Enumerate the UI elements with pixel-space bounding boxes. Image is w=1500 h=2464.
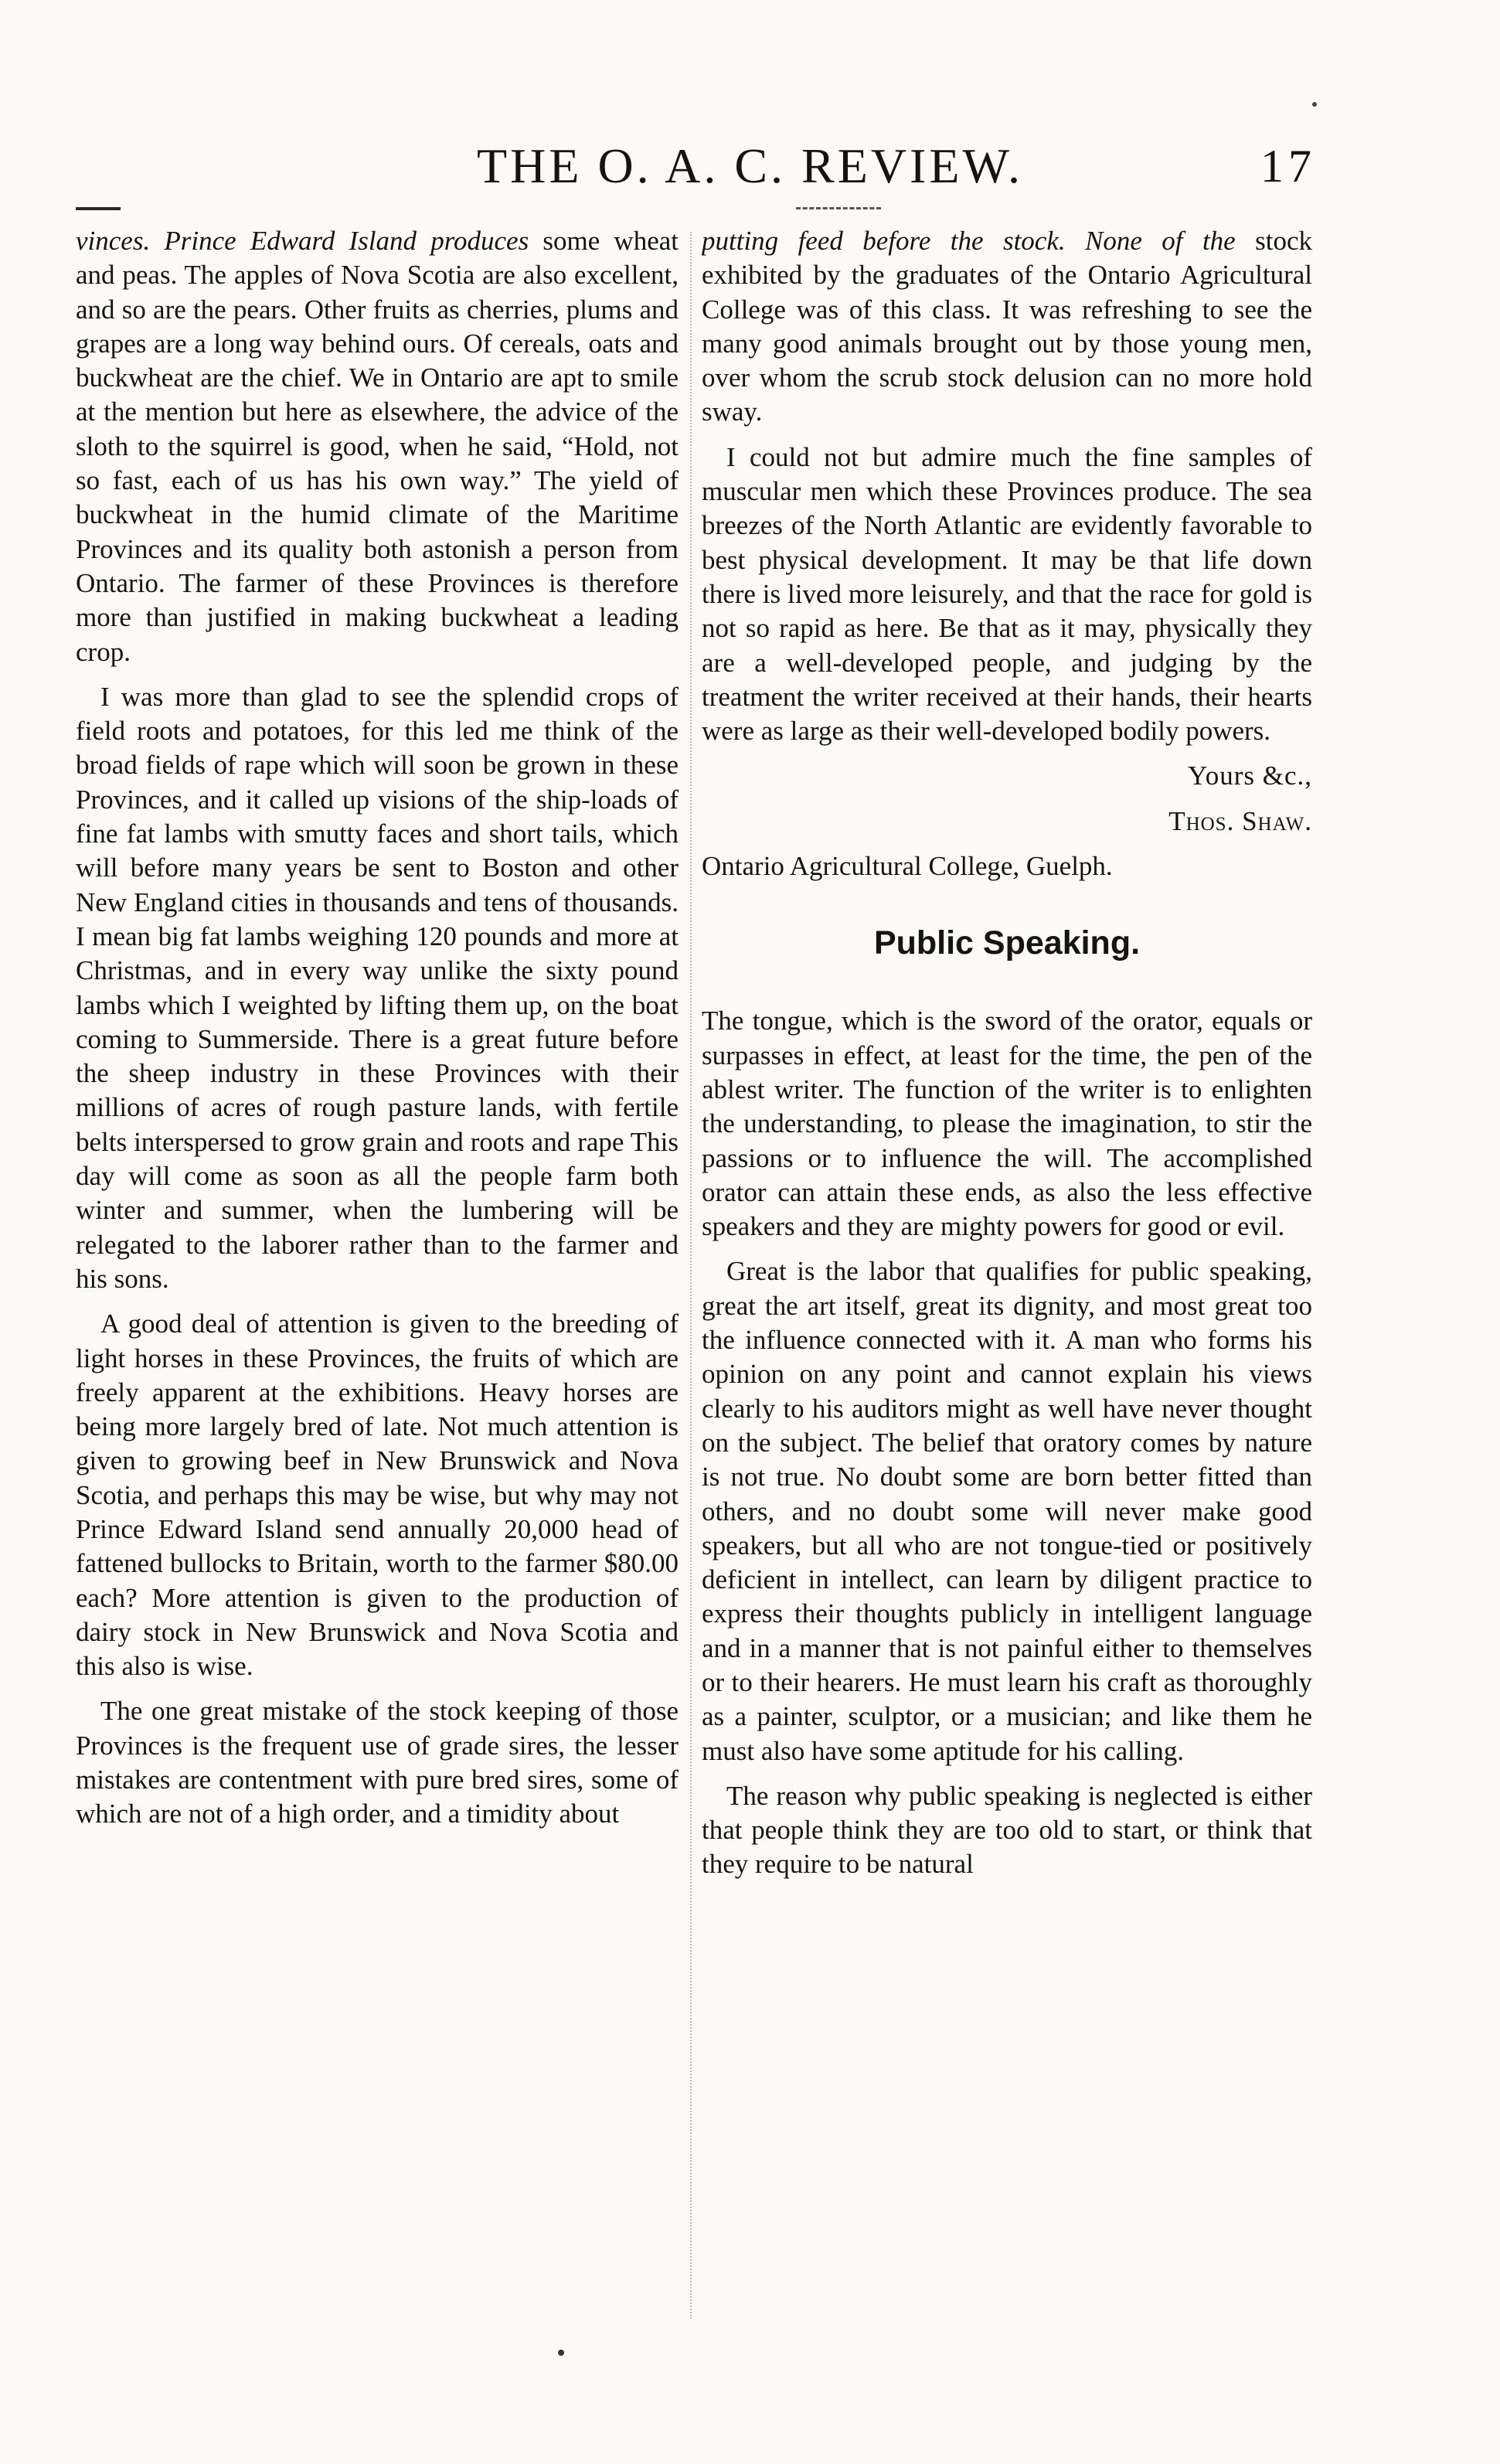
right-column	[702, 224, 1312, 2342]
italic-text: vinces. Prince Edward Island produces	[76, 226, 529, 256]
paragraph: The one great mistake of the stock keeping of those Provinces is the frequent use of grade sires, the lesser mistakes are contentment with pure bred sires, some of which are not of a high order, and a timidity about	[76, 1696, 679, 1829]
italic-text: putting feed before the stock. None of the	[702, 226, 1236, 256]
left-column	[76, 224, 679, 2342]
ink-speck	[558, 2350, 564, 2356]
letter-signature: Thos. Shaw.	[1168, 805, 1312, 836]
letter-closing: Yours &c.,	[1187, 761, 1312, 791]
journal-title: THE O. A. C. REVIEW.	[477, 138, 1023, 193]
paragraph: I was more than glad to see the splendid crops of field roots and potatoes, for this led me think of the broad fields of rape which will soon be grown in these Provinces, and it called up visions of the ship-loads of fine fat lambs with smutty faces and short tails, which will before many years be sent to Boston and other New England cities in thousands and tens of thousands. I mean big fat lambs weighing 120 pounds and more at Christmas, and in every way unlike the sixty pound lambs which I weighted by lifting them up, on the boat coming to Summerside. There is a great future before the sheep industry in these Provinces with their millions of acres of rough pasture lands, with fertile belts interspersed to grow grain and roots and rape This day will come as soon as all the people farm both winter and summer, when the lumbering will be relegated to the laborer rather than to the farmer and his sons.	[76, 681, 679, 1294]
column-divider	[690, 232, 692, 2319]
page-number: 17	[1260, 141, 1316, 192]
paragraph-text: some wheat and peas. The apples of Nova Scotia are also excellent, and so are the pears. Other fruits as cherries, plums and grapes are a long way behind ours. Of cereals, oats and buckwheat are the chief. We in Ontario are apt to smile at the mention but here as elsewhere, the advice of the sloth to the squirrel is good, when he said, “Hold, not so fast, each of us has his own way.” The yield of buckwheat in the humid climate of the Maritime Provinces and its quality both astonish a person from Ontario. The farmer of these Provinces is therefore more than justified in making buckwheat a leading crop.	[76, 226, 679, 667]
paragraph: A good deal of attention is given to the breeding of light horses in these Provinces, the fruits of which are freely apparent at the exhibitions. Heavy horses are being more largely bred of late. Not much attention is given to growing beef in New Brunswick and Nova Scotia, and perhaps this may be wise, but why may not Prince Edward Island send annually 20,000 head of fattened bullocks to Britain, worth to the farmer $80.00 each? More attention is given to the production of dairy stock in New Brunswick and Nova Scotia and this also is wise.	[76, 1309, 679, 1682]
paragraph	[76, 224, 679, 669]
paragraph: Great is the labor that qualifies for public speaking, great the art itself, great its dignity, and most great too the influence connected with it. A man who forms his opinion on any point and cannot explain his views clearly to his auditors might as well have never thought on the subject. The belief that oratory comes by nature is not true. No doubt some are born better fitted than others, and no doubt some will never make good speakers, but all who are not tongue-tied or positively deficient in intellect, can learn by diligent practice to express their thoughts publicly in intelligent language and in a manner that is not painful either to themselves or to their hearers. He must learn his craft as thoroughly as a painter, sculptor, or a musician; and like them he must also have some aptitude for his calling.	[702, 1256, 1312, 1766]
paragraph: I could not but admire much the fine samples of muscular men which these Provinces produce. The sea breezes of the North Atlantic are evidently favorable to best physical development. It may be that life down there is lived more leisurely, and that the race for gold is not so rapid as here. Be that as it may, physically they are a well-developed people, and judging by the treatment the writer received at their hands, their hearts were as large as their well-developed bodily powers.	[702, 441, 1312, 747]
letter-affiliation: Ontario Agricultural College, Guelph.	[702, 851, 1113, 882]
paragraph: The reason why public speaking is neglected is either that people think they are too old to start, or think that they require to be natural	[702, 1780, 1312, 1880]
header-rule-left	[76, 207, 121, 210]
ink-speck	[1312, 102, 1317, 107]
paragraph-text: stock exhibited by the graduates of the Ontario Agricultural College was of this class. It was refreshing to see the many good animals brought out by those young men, over whom the scrub stock delusion can no more hold sway.	[702, 226, 1312, 427]
section-heading: Public Speaking.	[873, 924, 1141, 962]
paragraph: The tongue, which is the sword of the orator, equals or surpasses in effect, at least for the time, the pen of the ablest writer. The function of the writer is to enlighten the understanding, to please the imagination, to stir the passions or to influence the will. The accomplished orator can attain these ends, as also the less effective speakers and they are mighty powers for good or evil.	[702, 1006, 1312, 1242]
paragraph	[702, 224, 1312, 430]
header-rule-right	[796, 207, 881, 209]
page-header	[0, 131, 1500, 201]
